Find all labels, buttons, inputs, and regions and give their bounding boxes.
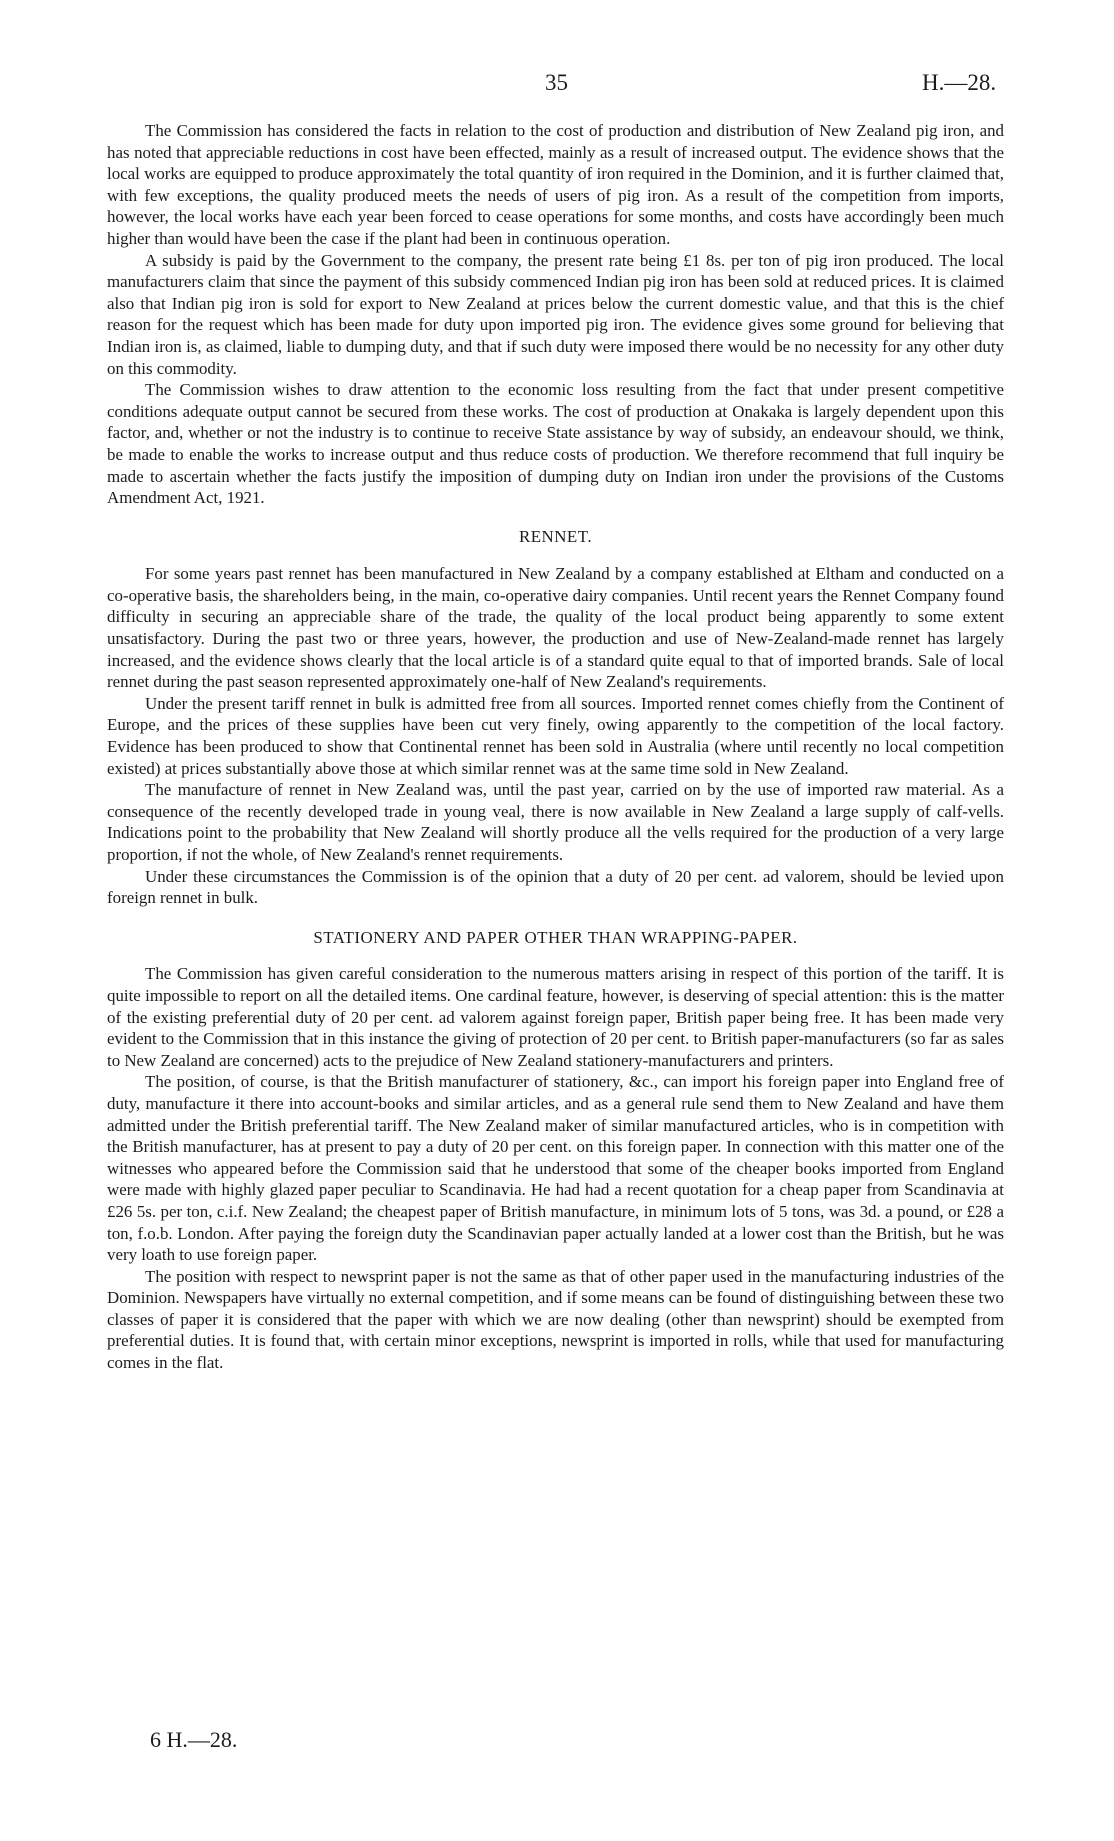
paragraph: The position, of course, is that the British manufacturer of stationery, &c., can import his foreign paper into England free of duty, manufacture it there into account-books and similar articles, and as a general rule send them to New Zealand and have them admitted under the British preferential tariff. The New Zealand maker of similar manufactured articles, who is in competition with the British manufacturer, has at present to pay a duty of 20 per cent. on this foreign paper. In connection with this matter one of the witnesses who appeared before the Commission said that he understood that some of the cheaper books imported from England were made with highly glazed paper peculiar to Scandinavia. He had had a recent quotation for a cheap paper from Scandinavia at £26 5s. per ton, c.i.f. New Zealand; the cheapest paper of British manufacture, in minimum lots of 5 tons, was 3d. a pound, or £28 a ton, f.o.b. London. After paying the foreign duty the Scandinavian paper actually landed at a lower cost than the British, but he was very loath to use foreign paper. [107, 1072, 1004, 1265]
signature-mark: 6 H.—28. [150, 1727, 238, 1752]
rennet-section [107, 563, 1004, 909]
section-heading-rennet: RENNET. [518, 526, 593, 546]
paragraph: A subsidy is paid by the Government to the company, the present rate being £1 8s. per ton of pig iron produced. The local manufacturers claim that since the payment of this subsidy commenced Indian pig iron has been sold at reduced prices. It is claimed also that Indian pig iron is sold for export to New Zealand at prices below the current domestic value, and that this is the chief reason for the request which has been made for duty upon imported pig iron. The evidence gives some ground for believing that Indian iron is, as claimed, liable to dumping duty, and that if such duty were imposed there would be no necessity for any other duty on this commodity. [107, 250, 1004, 378]
page-header [0, 70, 1114, 100]
paragraph: The Commission has considered the facts in relation to the cost of production and distribution of New Zealand pig iron, and has noted that appreciable reductions in cost have been effected, mainly as a result of increased output. The evidence shows that the local works are equipped to produce approximately the total quantity of iron required in the Dominion, and it is further claimed that, with few exceptions, the quality produced meets the needs of users of pig iron. As a result of the competition from imports, however, the local works have each year been forced to cease operations for some months, and costs have accordingly been much higher than would have been the case if the plant had been in continuous operation. [107, 121, 1004, 248]
pig-iron-section [107, 120, 1004, 509]
page-number: 35 [545, 70, 568, 95]
paragraph: Under these circumstances the Commission is of the opinion that a duty of 20 per cent. ad valorem, should be levied upon foreign rennet in bulk. [107, 866, 1004, 908]
stationery-section [107, 963, 1004, 1373]
paragraph: The Commission has given careful consideration to the numerous matters arising in respect of this portion of the tariff. It is quite impossible to report on all the detailed items. One cardinal feature, however, is deserving of special attention: this is the matter of the existing preferential duty of 20 per cent. ad valorem against foreign paper, British paper being free. It has been made very evident to the Commission that in this instance the giving of protection of 20 per cent. to British paper-manufacturers (so far as sales to New Zealand are concerned) acts to the prejudice of New Zealand stationery-manufacturers and printers. [107, 964, 1004, 1070]
document-reference: H.—28. [922, 70, 997, 95]
paragraph: Under the present tariff rennet in bulk is admitted free from all sources. Imported rennet comes chiefly from the Continent of Europe, and the prices of these supplies have been cut very finely, owing apparently to the competition of the local factory. Evidence has been produced to show that Continental rennet has been sold in Australia (where until recently no local competition existed) at prices substantially above those at which similar rennet was at the same time sold in New Zealand. [107, 693, 1004, 778]
paragraph: The position with respect to newsprint paper is not the same as that of other paper used in the manufacturing industries of the Dominion. Newspapers have virtually no external competition, and if some means can be found of distinguishing between these two classes of paper it is considered that the paper with which we are now dealing (other than newsprint) should be exempted from preferential duties. It is found that, with certain minor exceptions, newsprint is imported in rolls, while that used for manufacturing comes in the flat. [107, 1266, 1004, 1373]
paragraph: The manufacture of rennet in New Zealand was, until the past year, carried on by the use of imported raw material. As a consequence of the recently developed trade in young veal, there is now available in New Zealand a large supply of calf-vells. Indications point to the probability that New Zealand will shortly produce all the vells required for the production of a very large proportion, if not the whole, of New Zealand's rennet requirements. [107, 780, 1004, 864]
page-body [107, 120, 1004, 1374]
paragraph: The Commission wishes to draw attention to the economic loss resulting from the fact that under present competitive conditions adequate output cannot be secured from these works. The cost of production at Onakaka is largely dependent upon this factor, and, whether or not the industry is to continue to receive State assistance by way of subsidy, an endeavour should, we think, be made to enable the works to increase output and thus reduce costs of production. We therefore recommend that full inquiry be made to ascertain whether the facts justify the imposition of dumping duty on Indian iron under the provisions of the Customs Amendment Act, 1921. [107, 380, 1004, 508]
paragraph: For some years past rennet has been manufactured in New Zealand by a company established at Eltham and conducted on a co-operative basis, the shareholders being, in the main, co-operative dairy companies. Until recent years the Rennet Company found difficulty in securing an appreciable share of the trade, the quality of the local product being apparently to some extent unsatisfactory. During the past two or three years, however, the production and use of New-Zealand-made rennet has largely increased, and the evidence shows clearly that the local article is of a standard quite equal to that of imported brands. Sale of local rennet during the past season represented approximately one-half of New Zealand's requirements. [107, 564, 1004, 692]
section-heading-stationery: STATIONERY AND PAPER OTHER THAN WRAPPING-PAPER. [313, 927, 798, 947]
